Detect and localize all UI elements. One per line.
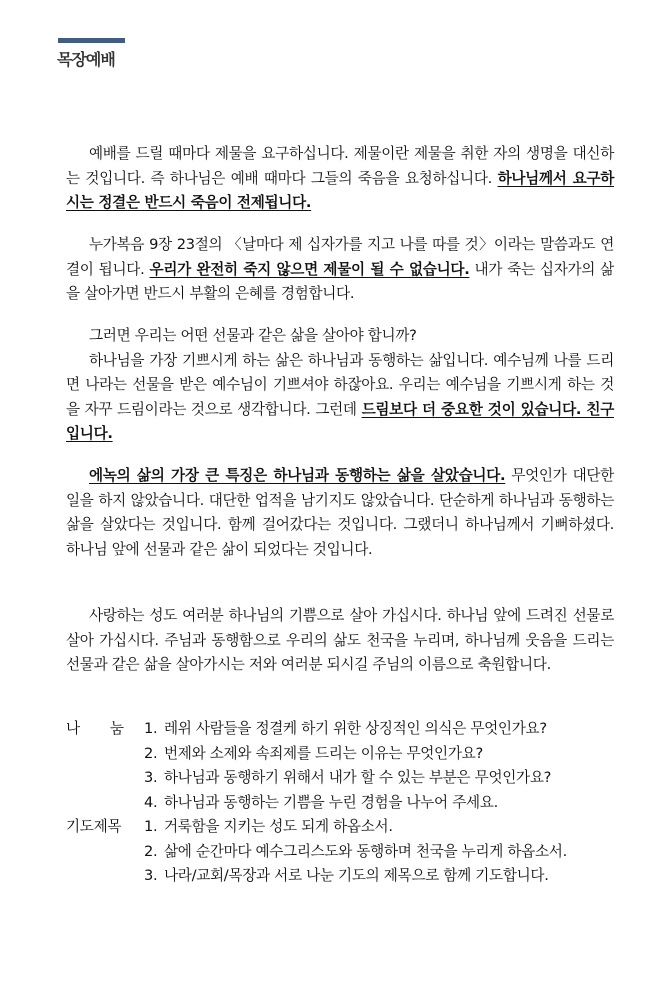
prayer-label: 기도제목: [66, 818, 122, 835]
paragraph-text: 하나님을 가장 기쁘시게 하는 삶은 하나님과 동행하는 삶입니다. 예수님께 나를 드리면 나라는 선물을 받은 예수님이 기쁘셔야 하잖아요. 우리는 예수님을 기쁘시게 하는 것을 자꾸 드림이라는 것으로 생각합니다. 그런데: [66, 351, 614, 418]
paragraph-4: [66, 464, 614, 562]
emphasis-text: 하나님께서 요구하시는 정결은 반드시 죽음이 전제됩니다.: [66, 169, 614, 211]
paragraph-3: [66, 324, 614, 447]
list-item: 2. 번제와 소제와 속죄제를 드리는 이유는 무엇인가요?: [144, 744, 483, 762]
header-accent-bar: [58, 38, 125, 43]
paragraph-2: [66, 233, 614, 307]
prayer-list: [144, 815, 567, 889]
paragraph-text: 사랑하는 성도 여러분 하나님의 기쁨으로 살아 가십시다. 하나님 앞에 드려진 선물로 살아 가십시다. 주님과 동행함으로 우리의 삶도 천국을 누리며, 하나님께 웃음을 드리는 선물과 같은 삶을 살아가시는 저와 여러분 되시길 주님의 이름으로 축원합니다.: [66, 607, 614, 673]
paragraph-text-after: 내가 죽는 십자가의 삶을 살아가면 반드시 부활의 은혜를 경험합니다.: [66, 260, 614, 302]
page-title: 목장예배: [57, 50, 115, 69]
sharing-label: 나 눔: [66, 720, 124, 737]
list-item: 3. 나라/교회/목장과 서로 나눈 기도의 제목으로 함께 기도합니다.: [144, 867, 549, 884]
list-item: 3. 하나님과 동행하기 위해서 내가 할 수 있는 부분은 무엇인가요?: [144, 769, 552, 786]
paragraph-1: [66, 142, 614, 216]
paragraph-text: 예배를 드릴 때마다 제물을 요구하십니다. 제물이란 제물을 취한 자의 생명을 대신하는 것입니다. 즉 하나님은 예배 때마다 그들의 죽음을 요청하십니다.: [66, 145, 614, 187]
emphasis-text: 드림보다 더 중요한 것이 있습니다. 친구입니다.: [66, 400, 614, 442]
list-item: 1. 레위 사람들을 정결케 하기 위한 상징적인 의식은 무엇인가요?: [144, 720, 547, 737]
list-item: 1. 거룩함을 지키는 성도 되게 하옵소서.: [144, 818, 393, 835]
emphasis-text: 우리가 완전히 죽지 않으면 제물이 될 수 없습니다.: [149, 260, 470, 278]
paragraph-text-after: 무엇인가 대단한 일을 하지 않았습니다. 대단한 업적을 남기지도 않았습니다. 단순하게 하나님과 동행하는 삶을 살았다는 것입니다. 함께 걸어갔다는 것입니다. 그랬더니 하나님께서 기뻐하셨다. 하나님 앞에 선물과 같은 삶이 되었다는 것입니다.: [66, 467, 614, 558]
paragraph-question: 그러면 우리는 어떤 선물과 같은 삶을 살아야 합니까?: [89, 327, 417, 344]
sharing-list: [144, 717, 551, 815]
paragraph-text: 누가복음 9장 23절의 〈날마다 제 십자가를 지고 나를 따를 것〉이라는 말씀과도 연결이 됩니다.: [66, 236, 614, 278]
paragraph-5: [66, 604, 614, 678]
list-item: 4. 하나님과 동행하는 기쁨을 누린 경험을 나누어 주세요.: [144, 793, 498, 811]
list-item: 2. 삶에 순간마다 예수그리스도와 동행하며 천국을 누리게 하옵소서.: [144, 842, 567, 860]
emphasis-text: 에녹의 삶의 가장 큰 특징은 하나님과 동행하는 삶을 살았습니다.: [89, 467, 506, 484]
